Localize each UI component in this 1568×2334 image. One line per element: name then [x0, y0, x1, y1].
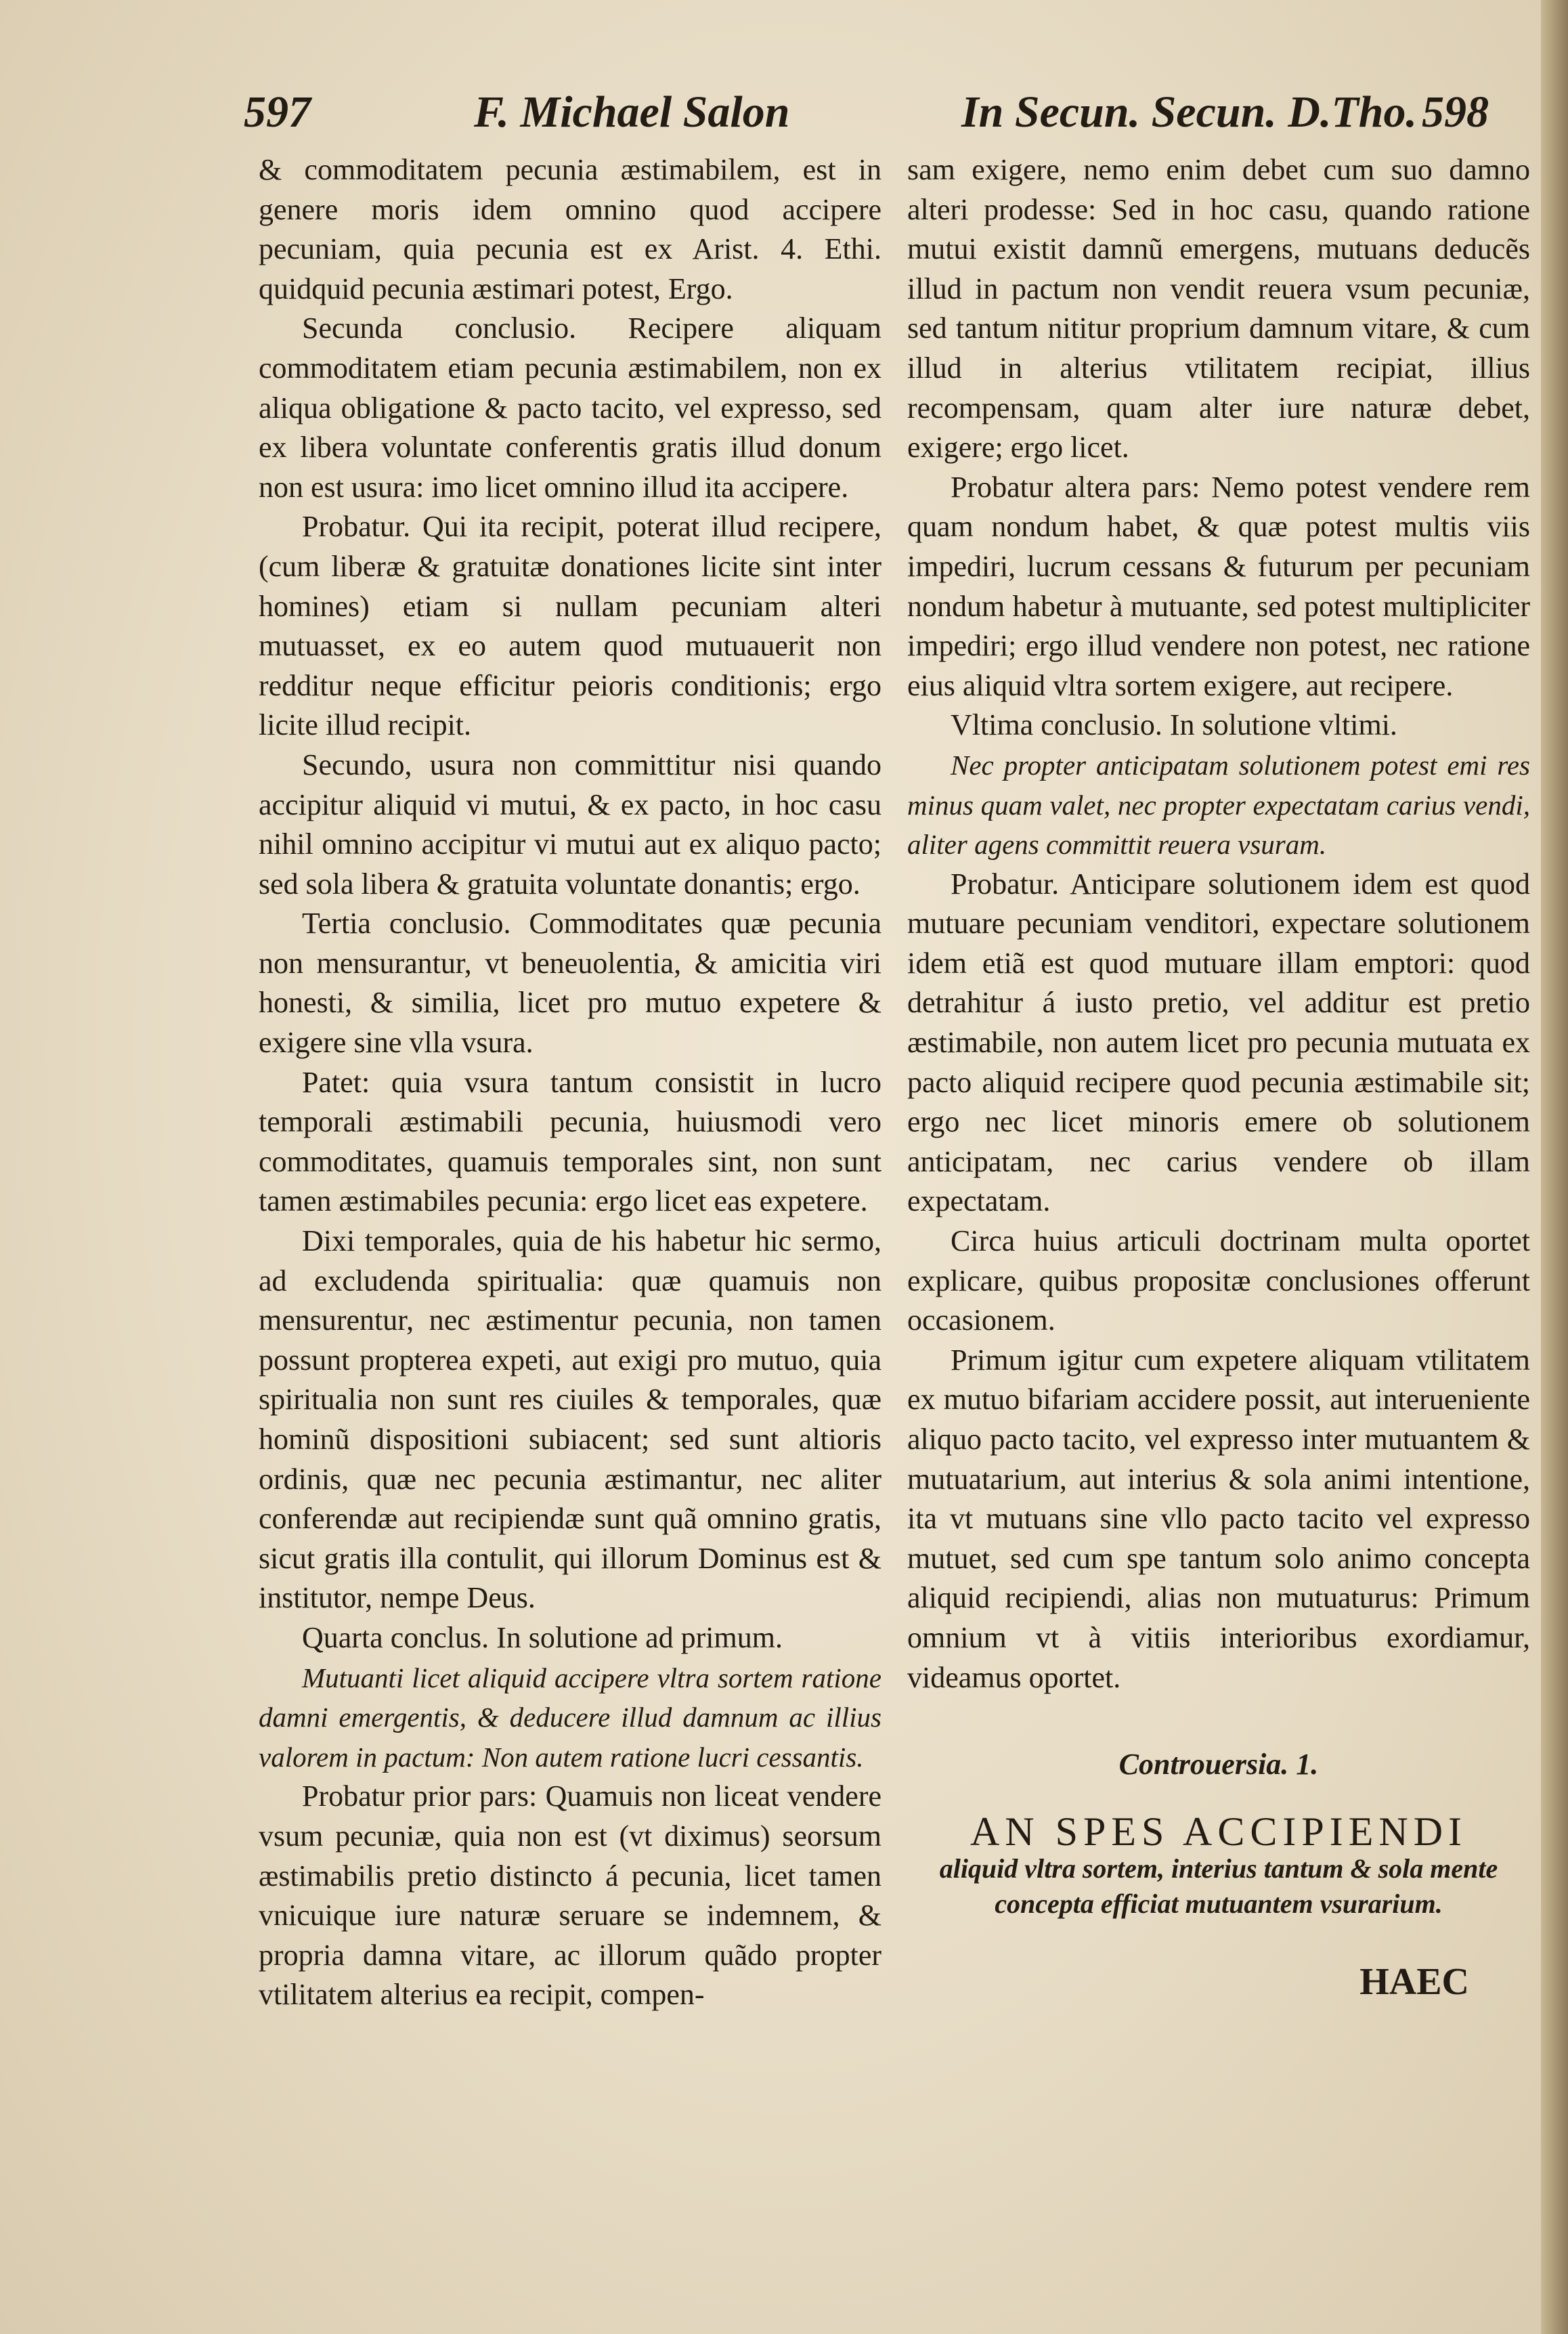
- right-column: [907, 150, 1530, 2002]
- paragraph-probatur-anticipare: Probatur. Anticipare solutionem idem est quod mutuare pecuniam venditori, expectare solutionem idem etiã est quod mutuare illam emptori: quod detrahitur á iusto pretio, vel additur est pretio æstimabile, non autem licet pro pecunia mutuata ex pacto aliquid recipere quod pecunia æstimabile sit; ergo nec licet minoris emere ob solutionem anticipatam, nec carius vendere ob illam expectatam.: [907, 867, 1530, 1218]
- vltima-conclusio-text: Nec propter anticipatam solutionem potest emi res minus quam valet, nec propter expectatam carius vendi, aliter agens committit reuera vsuram.: [907, 749, 1530, 861]
- left-column: [259, 150, 881, 2015]
- page-number-right: 598: [1422, 87, 1489, 137]
- controversia-heading: Controuersia. 1.: [1118, 1748, 1319, 1781]
- paragraph-continuation: & commoditatem pecunia æstimabilem, est in genere moris idem omnino quod accipere pecuniam, quia pecunia est ex Arist. 4. Ethi. quidquid pecunia æstimari potest, Ergo.: [259, 153, 881, 305]
- quarta-conclusio-text: Mutuanti licet aliquid accipere vltra sortem ratione damni emergentis, & deducere illud damnum ac illius valorem in pactum: Non autem ratione lucri cessantis.: [259, 1662, 881, 1773]
- catchword: HAEC: [1359, 1961, 1469, 2004]
- tertia-conclusio: Tertia conclusio. Commoditates quæ pecunia non mensurantur, vt beneuolentia, & amicitia viri honesti, & similia, licet pro mutuo expetere & exigere sine vlla vsura.: [259, 907, 881, 1060]
- paragraph-continuation-right: sam exigere, nemo enim debet cum suo damno alteri prodesse: Sed in hoc casu, quando ratione mutui existit damnũ emergens, mutuans deducẽs illud in pactum non vendit reuera vsum pecuniæ, sed tantum nititur proprium damnum vitare, & cum illud in alterius vtilitatem recipiat, illius recompensam, quam alter iure naturæ debet, exigere; ergo licet.: [907, 153, 1530, 464]
- vltima-conclusio-heading: Vltima conclusio. In solutione vltimi.: [951, 708, 1397, 742]
- paragraph-probatur-altera: Probatur altera pars: Nemo potest vendere rem quam nondum habet, & quæ potest multis viis impediri, lucrum cessans & futurum per pecuniam nondum habetur à mutuante, sed potest multipliciter impediri; ergo illud vendere non potest, nec ratione eius aliquid vltra sortem exigere, aut recipere.: [907, 470, 1530, 702]
- author-heading: F. Michael Salon: [474, 87, 790, 137]
- paragraph-dixi-temporales: Dixi temporales, quia de his habetur hic sermo, ad excludenda spiritualia: quæ quamuis non mensurentur, nec æstimentur pecunia, non tamen possunt propterea expeti, aut exigi pro mutuo, quia spiritualia non sunt res ciuiles & temporales, quæ hominũ dispositioni subiacent; sed sunt altioris ordinis, quæ nec pecunia æstimantur, nec aliter conferendæ aut recipiendæ sunt quã omnino gratis, sicut gratis illa contulit, qui illorum Dominus est & institutor, nempe Deus.: [259, 1224, 881, 1615]
- question-subtitle: aliquid vltra sortem, interius tantum & sola mente concepta efficiat mutuantem vsurarium.: [939, 1853, 1498, 1920]
- question-title: AN SPES ACCIPIENDI: [970, 1809, 1468, 1854]
- paragraph-patet: Patet: quia vsura tantum consistit in lucro temporali æstimabili pecunia, huiusmodi vero commoditates, quamuis temporales sint, non sunt tamen æstimabiles pecunia: ergo licet eas expetere.: [259, 1065, 881, 1218]
- work-heading: In Secun. Secun. D.Tho.: [961, 87, 1417, 137]
- paragraph-circa: Circa huius articuli doctrinam multa oportet explicare, quibus propositæ conclusiones offerunt occasionem.: [907, 1224, 1530, 1337]
- quarta-conclusio-heading: Quarta conclus. In solutione ad primum.: [302, 1620, 783, 1654]
- running-head: [244, 87, 1517, 154]
- page-number-left: 597: [244, 87, 311, 137]
- paragraph-primum: Primum igitur cum expetere aliquam vtilitatem ex mutuo bifariam accidere possit, aut interueniente aliquo pacto tacito, vel expresso inter mutuantem & mutuatarium, aut interius & sola animi intentione, ita vt mutuans sine vllo pacto tacito vel expresso mutuet, sed cum spe tantum solo animo concepta aliquid recipiendi, alias non mutuaturus: Primum omnium vt à vitiis interioribus exordiamur, videamus oportet.: [907, 1343, 1530, 1694]
- page-edge: [1541, 0, 1568, 2334]
- paragraph-probatur: Probatur. Qui ita recipit, poterat illud recipere, (cum liberæ & gratuitæ donationes licite sint inter homines) etiam si nullam pecuniam alteri mutuasset, ex eo autem quod mutuauerit non redditur neque efficitur peioris conditionis; ergo licite illud recipit.: [259, 510, 881, 742]
- paragraph-probatur-prior: Probatur prior pars: Quamuis non liceat vendere vsum pecuniæ, quia non est (vt diximus) seorsum æstimabilis pretio distincto á pecunia, licet tamen vnicuique iure naturæ seruare se indemnem, & propria damna vitare, ac illorum quãdo propter vtilitatem alterius ea recipit, compen-: [259, 1779, 881, 2012]
- paragraph-secundo: Secundo, usura non committitur nisi quando accipitur aliquid vi mutui, & ex pacto, in hoc casu nihil omnino accipitur vi mutui aut ex aliquo pacto; sed sola libera & gratuita voluntate donantis; ergo.: [259, 748, 881, 901]
- secunda-conclusio: Secunda conclusio. Recipere aliquam commoditatem etiam pecunia æstimabilem, non ex aliqua obligatione & pacto tacito, vel expresso, sed ex libera voluntate conferentis gratis illud donum non est usura: imo licet omnino illud ita accipere.: [259, 311, 881, 504]
